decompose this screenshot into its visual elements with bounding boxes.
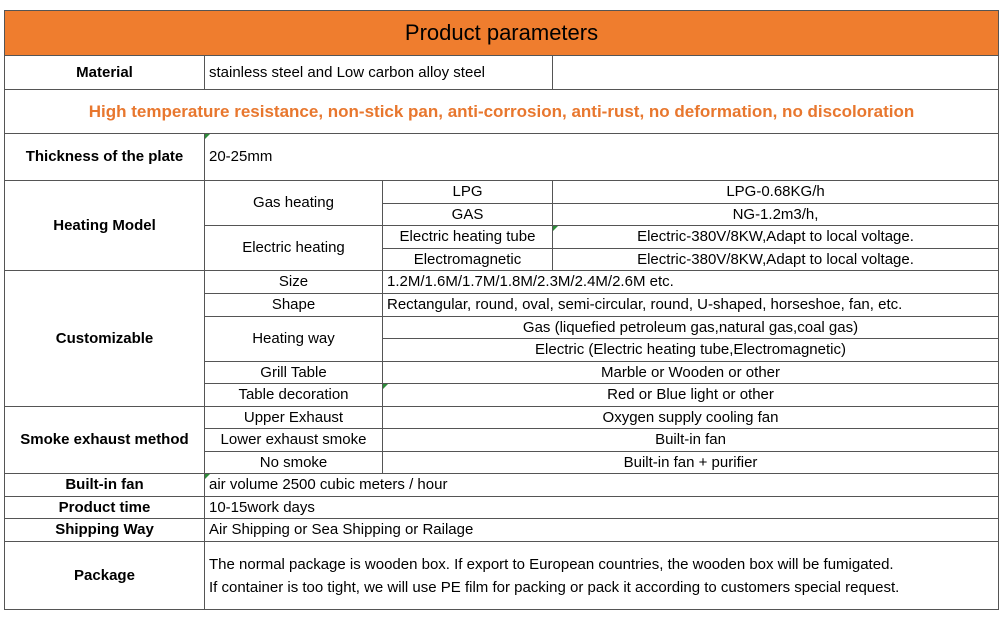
thickness-value: 20-25mm (205, 134, 999, 181)
table-row (5, 542, 999, 610)
grill-table-value: Marble or Wooden or other (383, 362, 999, 384)
electromagnetic-value: Electric-380V/8KW,Adapt to local voltage. (553, 249, 999, 271)
smoke-exhaust-label: Smoke exhaust method (5, 407, 205, 474)
heating-way-electric: Electric (Electric heating tube,Electromagnetic) (383, 339, 999, 362)
upper-exhaust-label: Upper Exhaust (205, 407, 383, 429)
heating-way-label: Heating way (205, 317, 383, 362)
package-line-1: The normal package is wooden box. If export to European countries, the wooden box will be fumigated. (209, 555, 894, 573)
lower-exhaust-value: Built-in fan (383, 429, 999, 452)
electric-tube-value: Electric-380V/8KW,Adapt to local voltage. (553, 226, 999, 249)
shape-value: Rectangular, round, oval, semi-circular, round, U-shaped, horseshoe, fan, etc. (383, 294, 999, 317)
shipping-label: Shipping Way (5, 519, 205, 542)
table-row (5, 519, 999, 542)
shipping-value: Air Shipping or Sea Shipping or Railage (205, 519, 999, 542)
material-value: stainless steel and Low carbon alloy steel (205, 56, 553, 90)
table-row (5, 497, 999, 519)
package-line-2: If container is too tight, we will use PE film for packing or pack it according to customers special request. (209, 578, 900, 596)
product-time-label: Product time (5, 497, 205, 519)
features-highlight: High temperature resistance, non-stick pan, anti-corrosion, anti-rust, no deformation, no discoloration (5, 90, 999, 134)
material-label: Material (5, 56, 205, 90)
lpg-type: LPG (383, 181, 553, 204)
size-value: 1.2M/1.6M/1.7M/1.8M/2.3M/2.4M/2.6M etc. (383, 271, 999, 294)
product-parameters-table (4, 10, 999, 610)
table-row (5, 407, 999, 429)
grill-table-label: Grill Table (205, 362, 383, 384)
heating-model-label: Heating Model (5, 181, 205, 271)
table-decoration-label: Table decoration (205, 384, 383, 407)
size-label: Size (205, 271, 383, 294)
gas-value: NG-1.2m3/h, (553, 204, 999, 226)
no-smoke-label: No smoke (205, 452, 383, 474)
builtin-fan-value: air volume 2500 cubic meters / hour (205, 474, 999, 497)
no-smoke-value: Built-in fan + purifier (383, 452, 999, 474)
lpg-value: LPG-0.68KG/h (553, 181, 999, 204)
table-title: Product parameters (5, 11, 999, 56)
table-row (5, 90, 999, 134)
table-row (5, 474, 999, 497)
table-decoration-value: Red or Blue light or other (383, 384, 999, 407)
gas-type: GAS (383, 204, 553, 226)
thickness-label: Thickness of the plate (5, 134, 205, 181)
electromagnetic-type: Electromagnetic (383, 249, 553, 271)
table-row (5, 56, 999, 90)
product-time-value: 10-15work days (205, 497, 999, 519)
electric-tube-type: Electric heating tube (383, 226, 553, 249)
lower-exhaust-label: Lower exhaust smoke (205, 429, 383, 452)
table-row (5, 134, 999, 181)
package-value (205, 542, 999, 610)
customizable-label: Customizable (5, 271, 205, 407)
upper-exhaust-value: Oxygen supply cooling fan (383, 407, 999, 429)
package-label: Package (5, 542, 205, 610)
heating-way-gas: Gas (liquefied petroleum gas,natural gas,coal gas) (383, 317, 999, 339)
table-row (5, 271, 999, 294)
table-row (5, 181, 999, 204)
electric-heating-label: Electric heating (205, 226, 383, 271)
empty-cell (553, 56, 999, 90)
gas-heating-label: Gas heating (205, 181, 383, 226)
shape-label: Shape (205, 294, 383, 317)
builtin-fan-label: Built-in fan (5, 474, 205, 497)
